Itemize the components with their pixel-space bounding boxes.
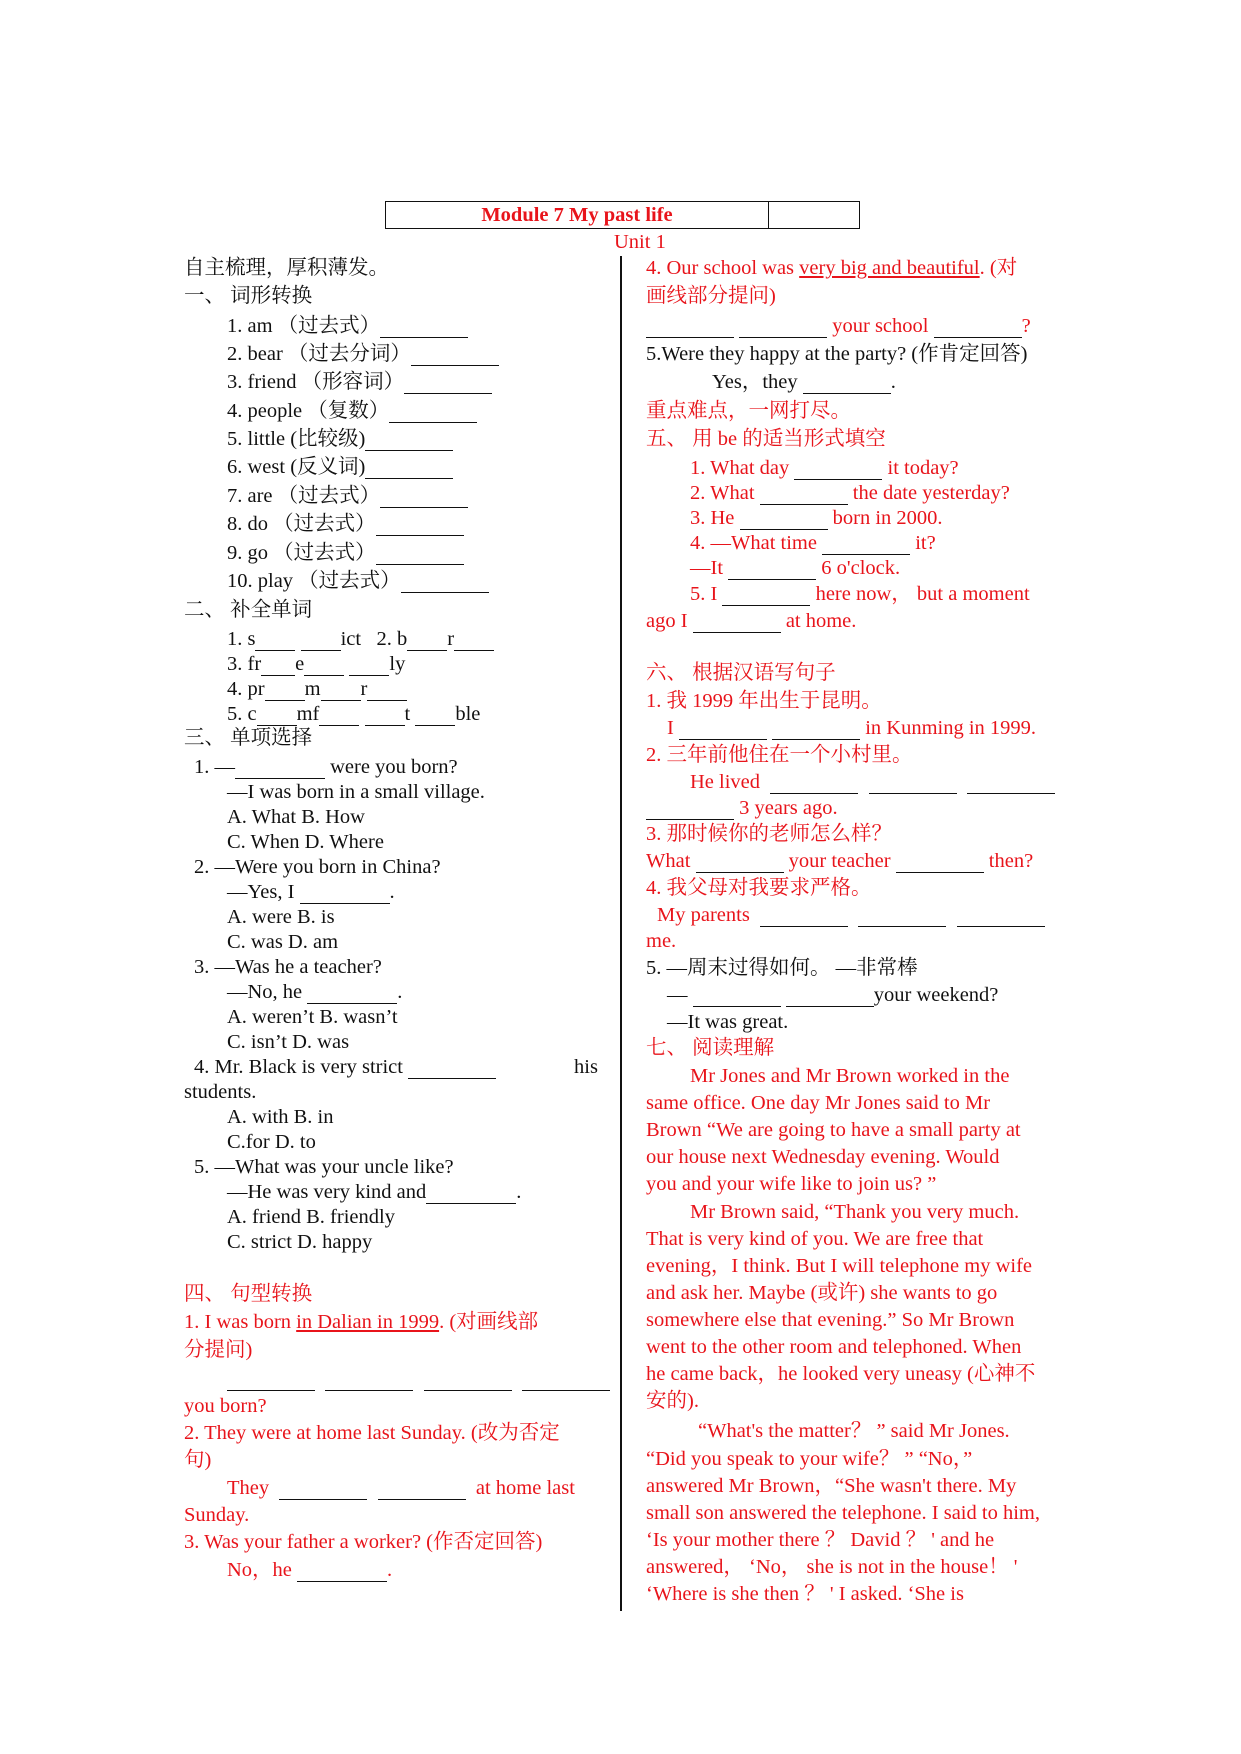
mc-question: 3. —Was he a teacher?: [194, 956, 382, 978]
fill-item: —It 6 o'clock.: [690, 557, 901, 579]
fill-item: 2. What the date yesterday?: [690, 482, 1010, 504]
fill-item: 3. He born in 2000.: [690, 507, 943, 529]
translate-prompt: 5. —周末过得如何。 —非常棒: [646, 957, 918, 979]
intro-line: 自主梳理，厚积薄发。: [184, 257, 389, 279]
answer-blank[interactable]: [376, 544, 464, 565]
transform-item: you born?: [184, 1395, 267, 1417]
section-heading: 重点难点，一网打尽。: [646, 400, 851, 422]
mc-options[interactable]: A. were B. is: [227, 906, 335, 928]
translate-prompt: 1. 我 1999 年出生于昆明。: [646, 690, 882, 712]
word-form-item: 8. do （过去式）: [227, 512, 464, 536]
transform-item: 分提问): [184, 1339, 253, 1361]
mc-options[interactable]: C. was D. am: [227, 931, 339, 953]
section-4-title: 四、 句型转换: [184, 1283, 313, 1305]
mc-question: 2. —Were you born in China?: [194, 856, 441, 878]
answer-blank[interactable]: [411, 345, 499, 366]
fill-item: 4. —What time it?: [690, 532, 936, 554]
section-1-title: 一、 词形转换: [184, 285, 313, 307]
mc-options[interactable]: C.for D. to: [227, 1131, 316, 1153]
title-table: [385, 201, 860, 229]
word-form-item: 2. bear （过去分词）: [227, 342, 499, 366]
transform-item: 2. They were at home last Sunday. (改为否定: [184, 1422, 560, 1444]
word-form-item: 3. friend （形容词）: [227, 370, 492, 394]
answer-blank[interactable]: [404, 373, 492, 394]
mc-text: his: [574, 1056, 598, 1078]
answer-blank[interactable]: [365, 430, 453, 451]
transform-item: No，he .: [227, 1559, 393, 1581]
reading-line: ‘Where is she then ？ ' I asked. ‘She is: [646, 1583, 964, 1605]
transform-item: 画线部分提问): [646, 285, 776, 307]
reading-line: “Did you speak to your wife？ ” “No，”: [646, 1448, 973, 1470]
transform-item: 5.Were they happy at the party? (作肯定回答): [646, 343, 1028, 365]
mc-question: 1. — were you born?: [194, 756, 458, 778]
answer-blanks: [227, 1367, 610, 1391]
section-2-title: 二、 补全单词: [184, 599, 313, 621]
mc-question: 5. —What was your uncle like?: [194, 1156, 454, 1178]
transform-item: 3. Was your father a worker? (作否定回答): [184, 1531, 543, 1553]
translate-prompt: 2. 三年前他住在一个小村里。: [646, 744, 913, 766]
reading-line: That is very kind of you. We are free that: [646, 1228, 984, 1250]
spelling-item: 3. fr e ly: [227, 653, 406, 675]
reading-line: he came back，he looked very uneasy (心神不: [646, 1363, 1036, 1385]
reading-line: same office. One day Mr Jones said to Mr: [646, 1092, 991, 1114]
reading-line: evening，I think. But I will telephone my wife: [646, 1255, 1033, 1277]
reading-line: you and your wife like to join us? ”: [646, 1173, 937, 1195]
mc-text: —He was very kind and .: [227, 1181, 522, 1203]
word-form-item: 7. are （过去式）: [227, 484, 468, 508]
section-5-title: 五、 用 be 的适当形式填空: [646, 428, 886, 450]
title-cell-divider: [768, 202, 769, 228]
reading-line: small son answered the telephone. I said to him,: [646, 1502, 1040, 1524]
translate-item: I in Kunming in 1999.: [667, 717, 1037, 739]
word-form-item: 5. little (比较级): [227, 427, 453, 451]
transform-item: 4. Our school was very big and beautiful. (对: [646, 257, 1018, 279]
word-form-item: 10. play （过去式）: [227, 569, 489, 593]
mc-options[interactable]: A. weren’t B. wasn’t: [227, 1006, 398, 1028]
word-form-item: 6. west (反义词): [227, 455, 453, 479]
reading-line: Mr Brown said, “Thank you very much.: [690, 1201, 1020, 1223]
translate-item: My parents: [657, 903, 1045, 927]
spelling-item: 4. pr m r: [227, 677, 407, 701]
fill-item: ago I at home.: [646, 610, 857, 632]
mc-question: 4. Mr. Black is very strict: [194, 1055, 496, 1079]
unit-label: Unit 1: [614, 231, 666, 253]
transform-item: Sunday.: [184, 1504, 250, 1526]
section-7-title: 七、 阅读理解: [646, 1037, 775, 1059]
mc-options[interactable]: A. friend B. friendly: [227, 1206, 395, 1228]
fill-item: 1. What day it today?: [690, 457, 959, 479]
reading-line: and ask her. Maybe (或许) she wants to go: [646, 1282, 998, 1304]
transform-item: 1. I was born in Dalian in 1999. (对画线部: [184, 1311, 539, 1333]
reading-line: answered， ‘No， she is not in the house！ ': [646, 1556, 1018, 1578]
transform-item: 句): [184, 1449, 212, 1471]
fill-item: 5. I here now， but a moment: [690, 583, 1030, 605]
answer-blank[interactable]: [380, 317, 468, 338]
translate-item: me.: [646, 930, 677, 952]
reading-line: went to the other room and telephoned. When: [646, 1336, 1022, 1358]
translate-prompt: 3. 那时候你的老师怎么样？: [646, 823, 892, 845]
answer-blank[interactable]: [365, 458, 453, 479]
reading-line: our house next Wednesday evening. Would: [646, 1146, 1000, 1168]
translate-prompt: 4. 我父母对我要求严格。: [646, 877, 872, 899]
answer-blank[interactable]: [380, 487, 468, 508]
reading-line: answered Mr Brown，“She wasn't there. My: [646, 1475, 1017, 1497]
spelling-item: 5. c mf t ble: [227, 703, 481, 725]
section-3-title: 三、 单项选择: [184, 727, 313, 749]
transform-item: They at home last: [227, 1477, 575, 1499]
column-divider: [620, 256, 622, 1611]
translate-item: 3 years ago.: [646, 796, 838, 820]
answer-blank[interactable]: [389, 402, 477, 423]
word-form-item: 4. people （复数）: [227, 399, 477, 423]
answer-blank[interactable]: [401, 572, 489, 593]
mc-text: —I was born in a small village.: [227, 781, 485, 803]
mc-options[interactable]: C. isn’t D. was: [227, 1031, 350, 1053]
page-title: Module 7 My past life: [481, 204, 673, 226]
reading-line: Mr Jones and Mr Brown worked in the: [690, 1065, 1010, 1087]
mc-options[interactable]: C. strict D. happy: [227, 1231, 373, 1253]
spelling-item: 1. s ict 2. b r: [227, 627, 494, 651]
reading-line: Brown “We are going to have a small party at: [646, 1119, 1021, 1141]
mc-options[interactable]: C. When D. Where: [227, 831, 384, 853]
mc-options[interactable]: A. with B. in: [227, 1106, 334, 1128]
translate-item: He lived: [690, 770, 1055, 794]
reading-line: somewhere else that evening.” So Mr Brown: [646, 1309, 1015, 1331]
word-form-item: 1. am （过去式）: [227, 314, 468, 338]
translate-item: What your teacher then?: [646, 850, 1034, 872]
mc-options[interactable]: A. What B. How: [227, 806, 365, 828]
mc-text: —No, he .: [227, 981, 403, 1003]
word-form-item: 9. go （过去式）: [227, 541, 464, 565]
section-6-title: 六、 根据汉语写句子: [646, 662, 836, 684]
reading-line: ‘Is your mother there ？ David ？ ' and he: [646, 1529, 995, 1551]
transform-item: your school ?: [646, 314, 1031, 338]
mc-text: —Yes, I .: [227, 881, 395, 903]
translate-item: — your weekend?: [667, 984, 999, 1006]
reading-line: “What's the matter？ ” said Mr Jones.: [698, 1420, 1010, 1442]
answer-blank[interactable]: [376, 515, 464, 536]
mc-text: students.: [184, 1081, 257, 1103]
reading-line: 安的).: [646, 1390, 699, 1412]
translate-item: —It was great.: [667, 1011, 789, 1033]
transform-item: Yes，they .: [712, 371, 896, 393]
